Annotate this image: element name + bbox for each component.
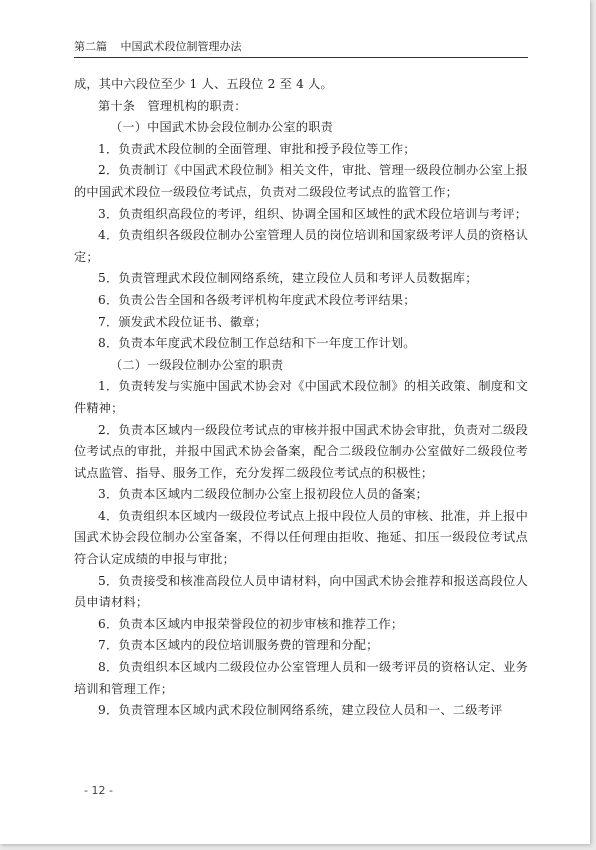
paragraph: 2．负责制订《中国武术段位制》相关文件，审批、管理一级段位制办公室上报的中国武术段位一级段位考试点，负责对二级段位考试点的监管工作； [74, 163, 528, 199]
paragraph: 8．负责组织本区域内二级段位办公室管理人员和一级考评员的资格认定、业务培训和管理工作； [74, 660, 528, 696]
header-title: 中国武术段位制管理办法 [120, 40, 242, 53]
paragraph: 6．负责公告全国和各级考评机构年度武术段位考评结果； [98, 292, 416, 307]
paragraph: 成，其中六段位至少 1 人、五段位 2 至 4 人。 [74, 77, 333, 91]
page-number: - 12 - [84, 784, 113, 797]
paragraph: 8．负责本年度武术段位制工作总结和下一年度工作计划。 [98, 336, 416, 351]
paragraph: 2．负责本区域内一级段位考试点的审核并报中国武术协会审批，负责对二级段位考试点的审批，并报中国武术协会备案，配合二级段位制办公室做好二级段位考试点监管、指导、服务工作，充分发挥二级段位考试点的积极性； [74, 422, 528, 480]
paragraph: 7．负责本区域内的段位培训服务费的管理和分配； [98, 638, 379, 653]
paragraph: 5．负责接受和核准高段位人员申请材料，向中国武术协会推荐和报送高段位人员申请材料； [74, 573, 528, 610]
paragraph: （一）中国武术协会段位制办公室的职责 [110, 120, 333, 135]
paragraph: 4．负责组织各级段位制办公室管理人员的岗位培训和国家级考评人员的资格认定； [74, 228, 528, 264]
paragraph: 9．负责管理本区域内武术段位制网络系统，建立段位人员和一、二级考评 [98, 703, 503, 718]
paragraph: （二）一级段位制办公室的职责 [110, 357, 284, 372]
paragraph: 5．负责管理武术段位制网络系统，建立段位人员和考评人员数据库； [98, 271, 478, 286]
header-part: 第二篇 [74, 40, 107, 53]
running-header [74, 38, 528, 58]
paragraph: 1．负责转发与实施中国武术协会对《中国武术段位制》的相关政策、制度和文件精神； [74, 379, 528, 415]
paragraph: 第十条 管理机构的职责： [98, 98, 247, 113]
paragraph: 4．负责组织本区域内一级段位考试点上报中段位人员的审核、批准，并上报中国武术协会段位制办公室备案，不得以任何理由拒收、拖延、扣压一级段位考试点符合认定成绩的申报与审批； [74, 508, 528, 567]
paragraph: 6．负责本区域内申报荣誉段位的初步审核和推荐工作； [98, 616, 404, 631]
document-body [74, 74, 528, 722]
paragraph: 1．负责武术段位制的全面管理、审批和授予段位等工作； [98, 141, 416, 156]
paragraph: 7．颁发武术段位证书、徽章； [98, 314, 267, 329]
paragraph: 3．负责本区域内二级段位制办公室上报初段位人员的备案； [98, 487, 429, 502]
paragraph: 3．负责组织高段位的考评，组织、协调全国和区域性的武术段位培训与考评； [98, 206, 528, 221]
